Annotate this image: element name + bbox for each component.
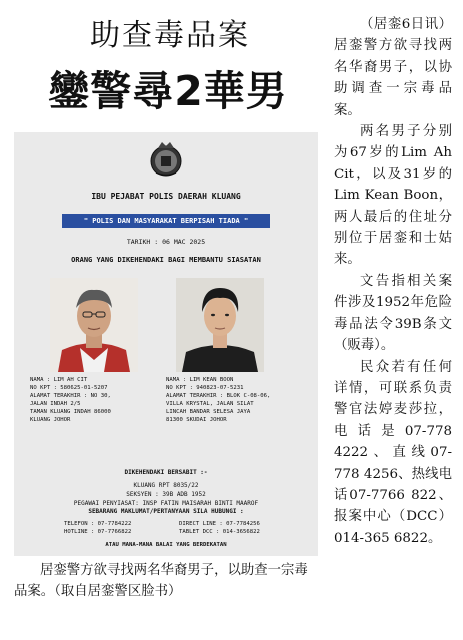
police-crest-icon — [148, 140, 184, 178]
suspect-address-label: ALAMAT TERAKHIR : NO 30, — [30, 393, 111, 399]
police-office-title: IBU PEJABAT POLIS DAERAH KLUANG — [91, 192, 241, 201]
article-paragraph: 文告指相关案件涉及1952年危险毒品法令39B条文（贩毒）。 — [334, 273, 452, 354]
suspect-info-1 — [30, 376, 170, 424]
article-paragraph: 民众若有任何详情，可联系负责警官法婷麦莎拉，电话是07-778 4222、直线07-778 4256、热线电话07-7766 822、报案中心（DCC）014-365 6822。 — [334, 359, 452, 546]
investigating-officer: PEGAWAI PENYIASAT: INSP FATIN MAISARAH BINTI MAAROF — [73, 500, 259, 507]
suspect-address-line: TAMAN KLUANG INDAH 86000 — [30, 409, 111, 415]
slogan-banner: " POLIS DAN MASYARAKAT BERPISAH TIADA " — [62, 214, 270, 228]
suspect-kpt: NO KPT : 940823-07-5231 — [166, 385, 244, 391]
suspect-photo-2 — [176, 278, 264, 372]
suspect-name: NAMA : LIM AH CIT — [30, 377, 88, 383]
article-paragraph: （居銮6日讯）居銮警方欲寻找两名华裔男子，以协助调查一宗毒品案。 — [334, 17, 452, 118]
wanted-for-heading: DIKEHENDAKI BERSABIT :- — [124, 469, 208, 476]
suspect-info-2 — [166, 376, 306, 424]
suspect-kpt: NO KPT : 580625-01-5207 — [30, 385, 108, 391]
suspect-address-line: VILLA KRYSTAL, JALAN SILAT — [166, 401, 254, 407]
article-paragraph: 两名男子分别为67岁的Lim Ah Cit，以及31岁的Lim Kean Boon，两人最后的住址分别位于居銮和士姑来。 — [334, 124, 452, 268]
article-body — [334, 14, 452, 549]
caption-text: 居銮警方欲寻找两名华裔男子，以助查一宗毒品案。（取自居銮警区脸书） — [14, 563, 308, 599]
report-number: KLUANG RPT 8035/22 — [133, 482, 199, 489]
suspect-address-line: LINCAH BANDAR SELESA JAYA — [166, 409, 251, 415]
wanted-heading: ORANG YANG DIKEHENDAKI BAGI MEMBANTU SIASATAN — [71, 256, 261, 264]
suspect-address-line: JALAN INDAH 2/5 — [30, 401, 81, 407]
headline-line2: 鑾警尋2華男 — [48, 67, 288, 115]
headline-line1: 助查毒品案 — [90, 18, 250, 53]
wanted-for-section — [14, 468, 318, 508]
suspect-photo-1 — [50, 278, 138, 372]
contact-list — [64, 520, 294, 536]
suspect-address-line: KLUANG JOHOR — [30, 417, 71, 423]
contact-tablet-dcc: TABLET DCC : 014-3656822 — [179, 529, 260, 535]
law-section: SEKSYEN : 39B ADB 1952 — [126, 491, 206, 498]
suspect-address-line: 81300 SKUDAI JOHOR — [166, 417, 227, 423]
contact-hotline: HOTLINE : 07-7766822 — [64, 529, 132, 535]
contact-heading: SEBARANG MAKLUMAT/PERTANYAAN SILA HUBUNGI : — [88, 508, 244, 515]
notice-date: TARIKH : 06 MAC 2025 — [126, 238, 206, 246]
notice-footer: ATAU MANA-MANA BALAI YANG BERDEKATAN — [105, 542, 227, 548]
suspect-address-label: ALAMAT TERAKHIR : BLOK C-08-06, — [166, 393, 271, 399]
photo-caption — [14, 560, 318, 602]
suspect-name: NAMA : LIM KEAN BOON — [166, 377, 234, 383]
police-notice-image — [14, 132, 318, 556]
contact-phone: TELEFON : 07-7784222 — [64, 521, 132, 527]
contact-direct-line: DIRECT LINE : 07-7784256 — [179, 521, 260, 527]
